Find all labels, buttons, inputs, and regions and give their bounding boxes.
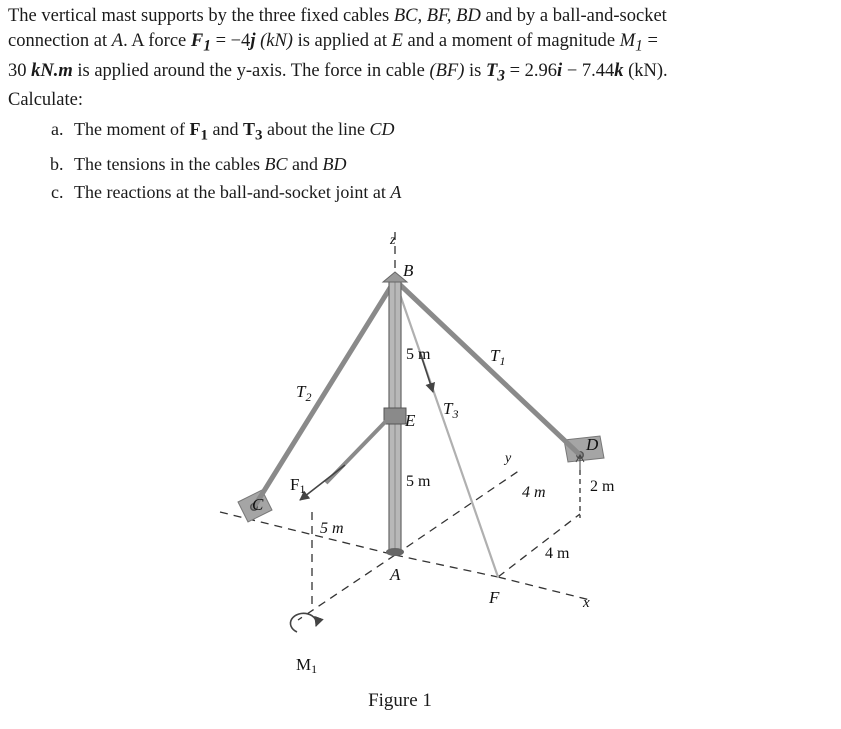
label-f: F — [489, 588, 500, 607]
unit-knm: kN.m — [31, 60, 73, 81]
text-span: The vertical mast supports by the three fixed cables — [8, 6, 394, 26]
cable-bd: BD — [322, 153, 347, 174]
cable-bf: (BF) — [429, 60, 465, 81]
text-span: . A force — [123, 31, 191, 51]
text-span: 30 — [8, 60, 32, 81]
unit-vector-i: i — [557, 60, 563, 81]
cable-bc — [254, 280, 395, 507]
unit-vector-k: k — [614, 60, 624, 81]
label-5m-left: 5 m — [320, 520, 344, 537]
label-m1: M1 — [296, 655, 318, 676]
text-span: and — [207, 119, 243, 140]
label-5m-mid: 5 m — [406, 473, 431, 490]
text-span: The tensions in the cables — [74, 153, 265, 174]
text-span: − 7.44 — [562, 60, 615, 81]
label-t3: $T_3$ — [443, 399, 459, 421]
text-span: is applied at — [292, 31, 392, 51]
cable-bc: BC — [264, 153, 288, 174]
force-f1-sub: 1 — [203, 37, 211, 55]
label-e: E — [405, 411, 416, 430]
label-a: A — [390, 565, 401, 584]
unit-vector-j: j — [250, 31, 256, 51]
mast — [383, 272, 407, 556]
label-c: C — [252, 495, 264, 514]
text-span: is — [464, 60, 486, 81]
force-f1-arrow — [300, 465, 345, 500]
point-e: E — [391, 31, 403, 51]
label-4m-right: 4 m — [522, 484, 546, 501]
dashed-line-x-axis — [498, 577, 590, 600]
force-f1-symbol: F — [189, 119, 201, 140]
tension-t3-symbol: T — [485, 60, 498, 81]
unit-kn: (kN) — [255, 31, 293, 51]
text-span: (kN). — [623, 60, 668, 81]
cables-list: BC, BF, BD — [393, 6, 481, 26]
moment-m1-sub: 1 — [635, 37, 643, 55]
label-x: x — [583, 595, 590, 611]
text-span: and a moment of magnitude — [402, 31, 620, 51]
text-span: and — [287, 153, 323, 174]
text-span: and by a ball-and-socket — [480, 6, 667, 26]
label-b: B — [403, 261, 414, 280]
label-2m: 2 m — [590, 478, 615, 495]
text-span: = −4 — [210, 31, 251, 51]
label-z: z — [390, 233, 396, 248]
label-t2: $T_2$ — [296, 382, 312, 404]
cable-bd — [395, 280, 580, 455]
figure-caption: Figure 1 — [368, 690, 432, 711]
text-span: about the line — [262, 119, 370, 140]
text-span: connection at — [8, 31, 112, 51]
line-cd: CD — [369, 119, 395, 140]
label-d: D — [586, 435, 599, 454]
text-span: The moment of — [74, 119, 190, 140]
force-f1-sub: 1 — [200, 127, 208, 144]
tension-t3-sub: 3 — [255, 127, 263, 144]
tension-t3-symbol: T — [242, 119, 255, 140]
moment-m1-symbol: M — [619, 31, 636, 51]
label-t1: $T_1$ — [490, 346, 506, 368]
dashed-line-a-f — [395, 555, 498, 577]
label-f1: F1 — [290, 475, 306, 496]
text-span: is applied around the y-axis. The force in cable — [72, 60, 430, 81]
label-y: y — [505, 451, 512, 466]
text-span: = — [642, 31, 658, 51]
label-4m-lower: 4 m — [545, 545, 570, 562]
problem-line-4: Calculate: — [8, 90, 83, 111]
ball-socket-a — [386, 548, 404, 556]
label-5m-top: 5 m — [406, 346, 431, 363]
point-a: A — [390, 181, 402, 202]
text-span: The reactions at the ball-and-socket joint at — [74, 181, 391, 202]
tension-t3-sub: 3 — [497, 67, 505, 85]
point-a: A — [111, 31, 124, 51]
force-f1-symbol: F — [190, 31, 204, 51]
moment-m1-curl — [290, 613, 316, 632]
text-span: = 2.96 — [504, 60, 558, 81]
